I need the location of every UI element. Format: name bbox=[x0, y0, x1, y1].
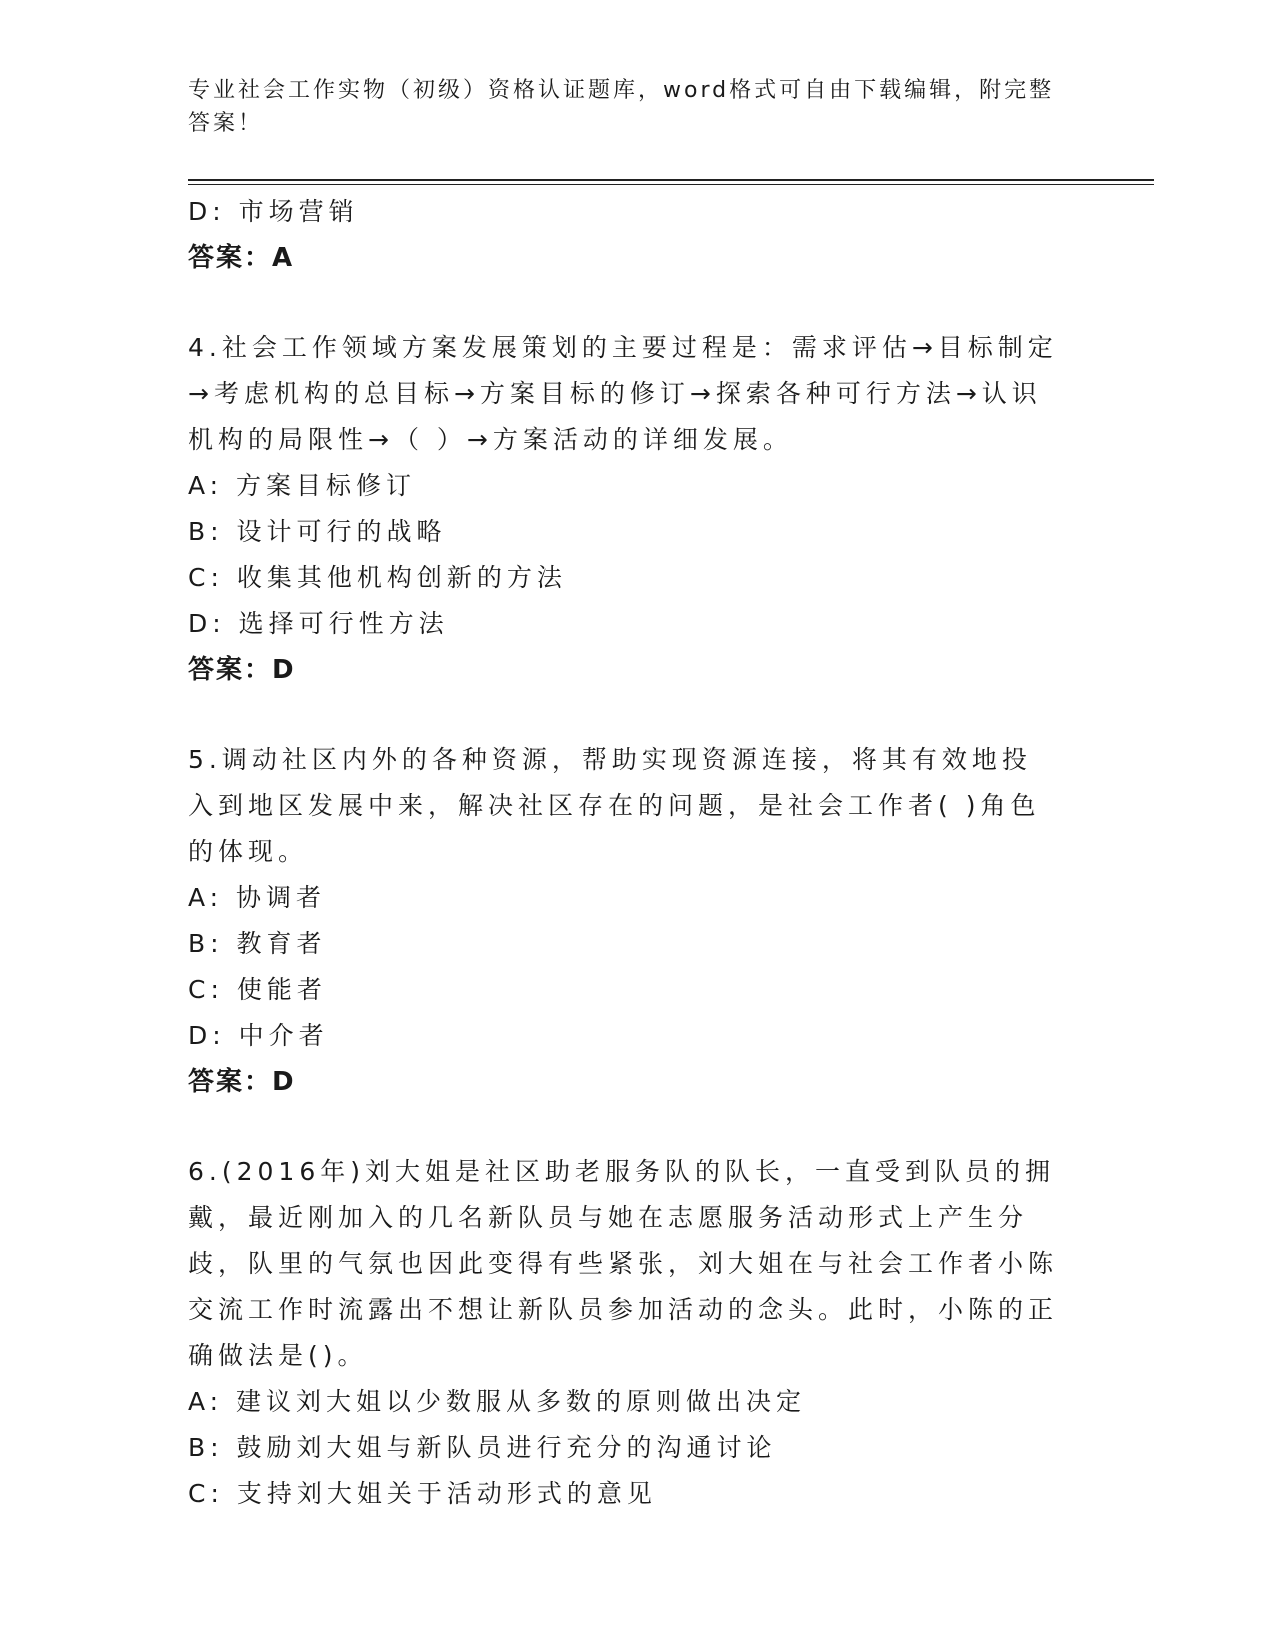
option-c: C: 支持刘大姐关于活动形式的意见 bbox=[188, 1479, 657, 1508]
question-content bbox=[188, 189, 1068, 1517]
page-header bbox=[188, 74, 1068, 140]
option-c: C: 收集其他机构创新的方法 bbox=[188, 563, 567, 592]
option-d: D: 选择可行性方法 bbox=[188, 609, 449, 638]
question-4 bbox=[188, 325, 1068, 693]
question-6 bbox=[188, 1149, 1068, 1517]
option-c: C: 使能者 bbox=[188, 975, 327, 1004]
answer-line: 答案：D bbox=[188, 655, 296, 685]
option-b: B: 鼓励刘大姐与新队员进行充分的沟通讨论 bbox=[188, 1433, 777, 1462]
question-spacer bbox=[188, 1105, 1068, 1149]
previous-question-tail bbox=[188, 189, 1068, 281]
answer-line: 答案：D bbox=[188, 1067, 296, 1097]
question-5 bbox=[188, 737, 1068, 1105]
question-text: 4.社会工作领域方案发展策划的主要过程是：需求评估→目标制定→考虑机构的总目标→方案目标的修订→探索各种可行方法→认识机构的局限性→（ ）→方案活动的详细发展。 bbox=[188, 333, 1058, 454]
option-a: A: 协调者 bbox=[188, 883, 327, 912]
header-divider bbox=[188, 179, 1154, 185]
question-spacer bbox=[188, 693, 1068, 737]
header-title: 专业社会工作实物（初级）资格认证题库，word格式可自由下载编辑，附完整答案！ bbox=[188, 78, 1055, 136]
question-text: 6.(2016年)刘大姐是社区助老服务队的队长，一直受到队员的拥戴，最近刚加入的几名新队员与她在志愿服务活动形式上产生分歧，队里的气氛也因此变得有些紧张，刘大姐在与社会工作者小陈交流工作时流露出不想让新队员参加活动的念头。此时，小陈的正确做法是()。 bbox=[188, 1157, 1059, 1370]
option-b: B: 教育者 bbox=[188, 929, 327, 958]
option-d: D: 市场营销 bbox=[188, 197, 359, 226]
option-a: A: 方案目标修订 bbox=[188, 471, 417, 500]
question-text: 5.调动社区内外的各种资源，帮助实现资源连接，将其有效地投入到地区发展中来，解决社区存在的问题，是社会工作者( )角色的体现。 bbox=[188, 745, 1041, 866]
option-b: B: 设计可行的战略 bbox=[188, 517, 447, 546]
answer-line: 答案：A bbox=[188, 243, 295, 273]
option-d: D: 中介者 bbox=[188, 1021, 329, 1050]
question-spacer bbox=[188, 281, 1068, 325]
option-a: A: 建议刘大姐以少数服从多数的原则做出决定 bbox=[188, 1387, 807, 1416]
